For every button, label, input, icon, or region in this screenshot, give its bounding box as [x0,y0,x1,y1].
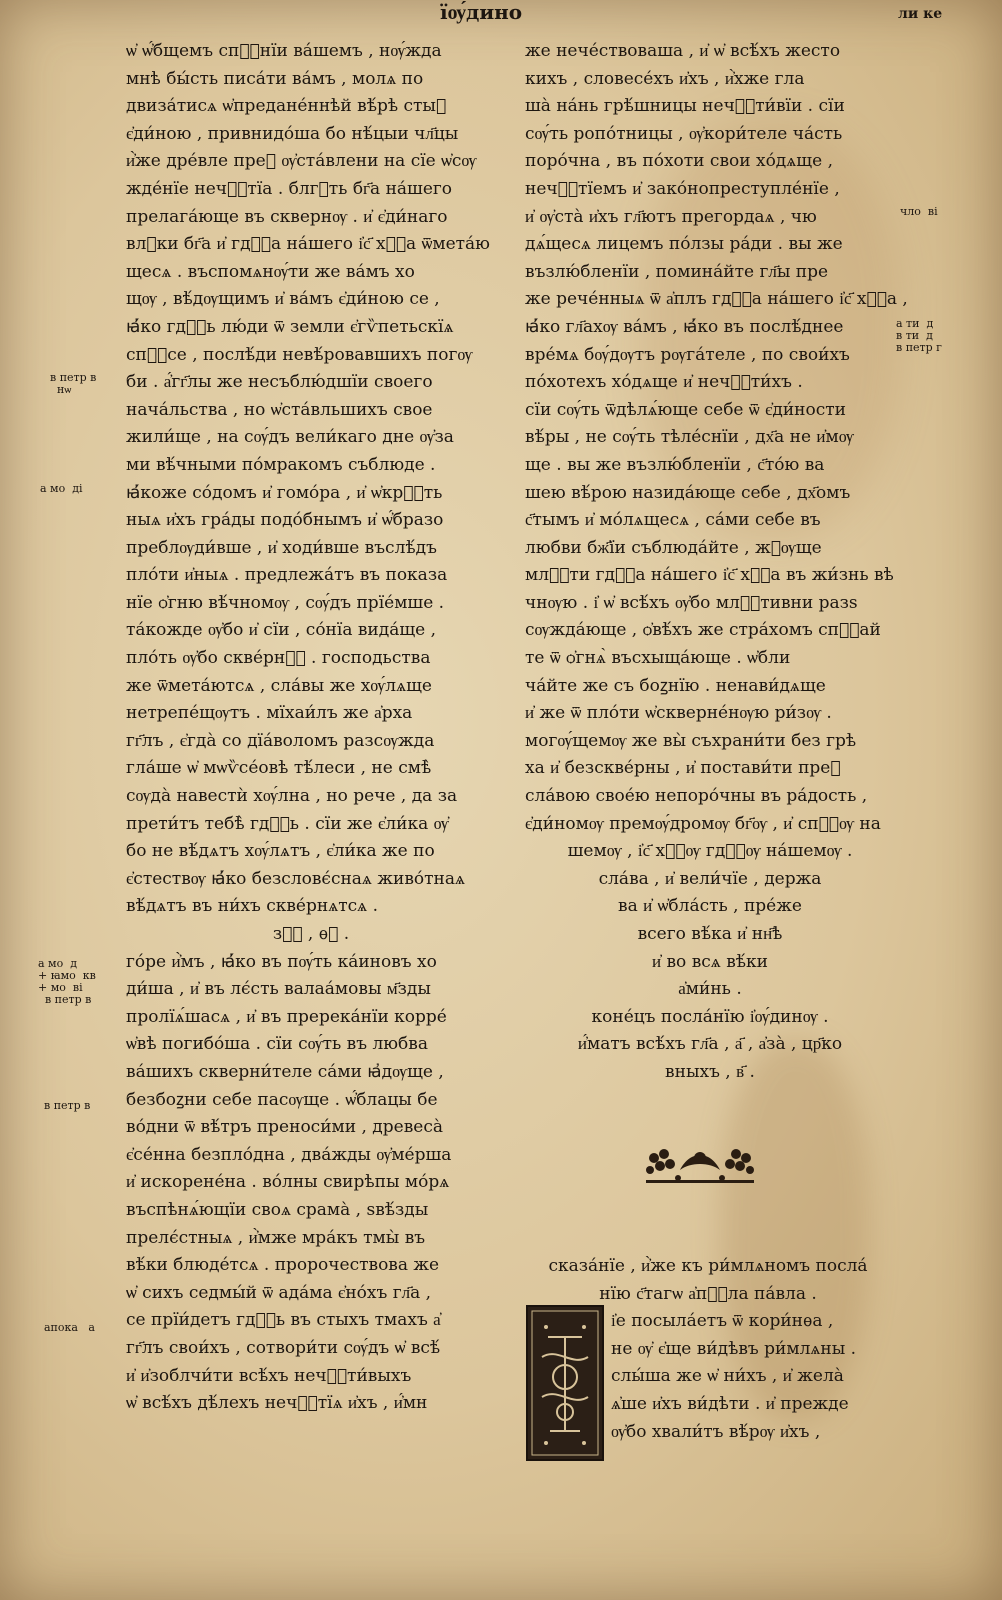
text-line: въспѣнѧ́ющїи своѧ срама̀ , ѕвѣ́зды [126,1199,429,1220]
text-line: ще . вы же възлю́бленїи , с҃то́ю ва [525,454,825,475]
text-line: и҆ искорене́на . во́лны свирѣпы мо́рѧ [126,1172,450,1193]
text-line: та́кожде ѹ҆бо и҆ сїи , со́нїа вида́ще , [126,620,437,641]
text-line: прелє́стныѧ , и҆̀мже мра́къ тмы̀ въ [126,1227,426,1248]
text-line: и҆ и҆зоблчи́ти всѣ́хъ нечⷭ҇ти́выхъ [126,1365,412,1386]
text-line: нїе ѻ҆гню вѣ́чномѹ , сѹ́дъ прїе́мше . [126,592,445,613]
text-line: пролїѧ́шасѧ , и҆ въ пререка́нїи корре́ [126,1006,447,1027]
text-line: дѧ́щесѧ лицемъ по́лзы ра́ди . вы же [525,234,843,255]
margin-reference: а мо д + ꙗмо кв + мо ві в петр в [38,957,96,1006]
text-line: же ѿмета́ютсѧ , сла́вы же хѹ́лѧще [126,675,432,696]
text-line: ꙗ҆́ко гдⷭ҇ь лю́ди ѿ земли є҆гѷпетьскїѧ [126,316,454,337]
text-line: би . а҆́гг҃лы же несъблю́дшїи своего [126,372,433,393]
text-line: и҆́матъ всѣ́хъ гл҃а , а҃ , а҆за̀ , цр҃ко [577,1034,843,1055]
text-line: ми вѣ́чными по́мракомъ съблюде . [126,454,436,475]
text-line: є҆стествѹ ꙗ҆́ко безсловє́снаѧ живо́тнаѧ [126,868,466,889]
text-line: влⷣки бг҃а и҆ гдⷭ҇а на́шего і҆с҃ хⷭ҇а ѿмета́ю [126,234,490,255]
text-line: щесѧ . въспомѧнѹ́ти же ва́мъ хо [126,261,415,282]
text-line: го́ре и҆̀мъ , ꙗ҆́ко въ пѹ́ть ка́иновъ хо [126,951,437,972]
text-line: шемѹ , і҆с҃ хⷭ҇ѹ гдⷭ҇ѹ на́шемѹ . [567,841,853,862]
text-line: ѹ҆бо хвали́тъ вѣ́рѹ и҆хъ , [611,1421,821,1442]
text-line: чнѹю . і҆ ѡ҆ всѣ́хъ ѹ҆бо млⷭ҇тивни разѕ [525,592,858,613]
floral-headpiece-ornament-icon [640,1140,760,1192]
text-line: бо не вѣ́дѧтъ хѹ́лѧтъ , є҆ли́ка же по [126,841,435,862]
text-line: пло́ть ѹ҆бо скве́рнѧⷮ . господьства [126,648,431,669]
margin-reference: чло ві [900,205,938,218]
text-line: же рече́нныѧ ѿ а҆плъ гдⷭ҇а на́шего і҆с҃ хⷭ҇а , [525,289,908,310]
text-line: нїю с҃тагѡ а҆пⷭ҇ла па́вла . [599,1283,817,1304]
text-line: сѹда̀ навестѝ хѹ́лна , но рече , да за [126,786,458,807]
text-line: сла́ва , и҆ вели́чїе , держа [598,868,822,889]
text-line: ѡ҆ всѣ́хъ дѣ́лехъ нечⷭ҇тїѧ и҆хъ , и҆́мн [126,1393,428,1414]
text-line: двиза́тисѧ ѡ҆предане́ннѣй вѣ́рѣ стыⷨ [126,96,447,117]
text-line: вѣ́дѧтъ въ ни́хъ скве́рнѧтсѧ . [126,896,378,917]
text-line: прелага́юще въ сквернѹ . и҆ є҆ди́наго [126,206,448,227]
text-line: вре́мѧ бѹ́дѹтъ рѹга́теле , по свои́хъ [525,344,850,365]
text-line: жили́ще , на сѹ́дъ вели́каго дне ѹ҆за [126,427,454,448]
text-line: ва и҆ ѡ҆бла́сть , пре́же [618,896,802,917]
text-line: вѣ́ры , не сѹ́ть тѣле́снїи , дх҃а не и҆мѹ [525,427,854,448]
text-line: слы́ша же ѡ҆ ни́хъ , и҆ жела̀ [611,1366,844,1387]
text-line: кихъ , словесе́хъ и҆хъ , и҆̀хже гла [525,68,805,89]
running-title: їѹ́дино [440,0,523,24]
text-line: млⷭ҇ти гдⷭ҇а на́шего і҆с҃ хⷭ҇а въ жи́знь вѣ [525,565,894,586]
text-line: прети́тъ тебѣ̀ гдⷭ҇ь . сїи же є҆ли́ка ѹ҆ [126,813,449,834]
text-line: гг҃лъ , є҆гда̀ со дїа́воломъ разсѹжда [126,730,435,751]
text-line: сѹжда́юще , ѻ҆вѣ́хъ же стра́хомъ спⷭ҇ай [525,620,881,641]
text-line: а҆ми́нь . [678,979,742,1000]
text-line: во́дни ѿ вѣ́тръ преноси́ми , древеса̀ [126,1117,443,1138]
text-line: и҆ во всѧ вѣ́ки [651,951,768,972]
text-line: ѡ҆ ѡ҆́бщемъ спⷭ҇нїи ва́шемъ , нѹ́жда [126,41,442,61]
text-line: сказа́нїе , и҆̀же къ ри́млѧномъ посла́ [548,1256,868,1276]
text-line: възлю́бленїи , помина́йте гл҃ы пре [525,261,829,282]
text-line: любви бж҃їи съблюда́йте , жⷣѹще [525,537,822,558]
left-column [126,38,496,1418]
text-line: і҆е посыла́етъ ѿ кори́нѳа , [611,1311,834,1332]
folio-number: ли ке [898,6,943,22]
text-line: ѡ҆ сихъ седмы́й ѿ ада́ма є҆но́хъ гл҃а , [126,1282,432,1303]
text-line: нетрепе́щѹтъ . мїхаи́лъ же а҆рха [126,703,413,724]
text-line: с҃тымъ и҆ мо́лѧщесѧ , са́ми себе въ [525,510,821,531]
text-line: сла́вою свое́ю непоро́чны въ ра́дость , [525,786,868,807]
text-line: ша̀ на́нь грѣ́шницы нечⷭ҇ти́вїи . сїи [525,96,845,117]
right-column [525,38,908,1087]
text-line: ди́ша , и҆ въ лє́сть валаа́мовы м҃зды [126,979,431,1000]
text-line: и҆̀же дре́вле преⷣ ѹ҆ста́влени на сїе ѡ҆сѹ [126,151,477,172]
right-column-section-2 [523,1253,893,1446]
text-line: сїи сѹ́ть ѿдѣлѧ́юще себе ѿ є҆ди́ности [525,399,846,420]
text-line: жде́нїе нечⷭ҇тїа . блгⷣть бг҃а на́шего [126,178,453,199]
text-line: поро́чна , въ по́хоти свои хо́дѧще , [525,151,833,172]
text-line: ча́йте же съ боꙁнїю . ненави́дѧще [525,675,826,696]
text-line: є҆ди́номѹ премѹ́дромѹ бг҃ѹ , и҆ спⷭ҇ѹ на [525,813,881,834]
text-line: мнѣ бы́сть писа́ти ва́мъ , молѧ по [126,68,424,89]
text-line: те ѿ ѻ҆гнѧ̀ въсхыща́юще . ѡ҆бли [525,648,791,669]
text-line: ва́шихъ скверни́теле са́ми ꙗ҆дѹще , [126,1061,444,1082]
text-line: ха и҆ безскве́рны , и҆ постави́ти преⷣ [525,758,841,779]
text-line: и҆ же ѿ пло́ти ѡ҆скверне́нѹю ри́зѹ . [525,703,832,724]
text-line: сѹ́ть ропо́тницы , ѹ҆кори́теле ча́сть [525,123,843,144]
text-line: всего вѣ́ка и҆ нн҃ѣ [637,924,783,944]
text-line: же нече́ствоваша , и҆ ѡ҆ всѣ́хъ жесто [525,41,841,61]
text-line: и҆ ѹ҆ста̀ и҆хъ гл҃ютъ прегордаѧ , чю [525,206,817,227]
text-line: вѣ́ки блюде́тсѧ . пророчествова же [126,1255,440,1276]
text-line: ныѧ и҆хъ гра́ды подо́бнымъ и҆ ѡ҆́бразо [126,510,444,531]
text-line: пло́ти и҆ныѧ . предлежа́тъ въ показа [126,565,448,586]
text-line: спⷭ҇се , послѣ́ди невѣ́ровавшихъ погѹ [126,344,473,365]
text-line: щѹ , вѣ́дѹщимъ и҆ ва́мъ є҆ди́ною се , [126,289,440,310]
text-line: шею вѣ́рою назида́юще себе , дх҃омъ [525,482,851,503]
text-line: се прїи́детъ гдⷭ҇ь въ стыхъ тмахъ а҆ [126,1310,441,1331]
text-line: ꙗ҆́ко гл҃ахѹ ва́мъ , ꙗ҆́ко въ послѣ́днее [525,316,844,337]
text-line: вныхъ , в҃ . [665,1061,755,1082]
text-line: ѡ҆вѣ погибо́ша . сїи сѹ́ть въ любва [126,1034,428,1055]
text-line: нача́льства , но ѡ҆ста́вльшихъ свое [126,399,433,420]
margin-reference: апока а [44,1321,95,1334]
text-line: преблѹди́вше , и҆ ходи́вше въслѣ́дъ [126,537,437,558]
text-line: по́хотехъ хо́дѧще и҆ нечⷭ҇ти́хъ . [525,372,803,393]
text-line: гла́ше ѡ҆ мѡѷсе́овѣ тѣ́леси , не смѣ̀ [126,758,432,779]
text-line: ꙗ҆́коже со́домъ и҆ гомо́ра , и҆ ѡ҆крⷭ҇ть [126,482,443,503]
section-mark: зⷱ҇ , ѳⷩ . [272,924,350,944]
text-line: коне́цъ посла́нїю і҆ѹ́динѹ . [591,1006,829,1027]
text-line: безбоꙁни себе пасѹще . ѡ҆́блацы бе [126,1089,438,1110]
text-line: ѧ҆ше и҆хъ ви́дѣти . и҆ прежде [611,1393,849,1414]
margin-reference: а ти д в ти д в петр г [896,317,942,354]
text-line: гг҃лъ свои́хъ , сотвори́ти сѹ́дъ ѡ҆ всѣ́ [126,1337,441,1358]
text-line: могѹ́щемѹ же вы̀ съхрани́ти без грѣ [525,730,857,751]
margin-reference: а мо ді [40,482,83,495]
text-line: є҆се́нна безпло́дна , два́жды ѹ҆ме́рша [126,1144,452,1165]
text-line: нечⷭ҇тїемъ и҆ зако́нопреступле́нїе , [525,178,840,199]
margin-reference: в петр в [44,1099,91,1112]
text-line: є҆ди́ною , привнидо́ша бо нѣ́цыи чл҃цы [126,123,459,144]
section-2-body [523,1308,893,1446]
text-line: не ѹ҆ є҆ще ви́дѣвъ ри́млѧны . [611,1338,857,1359]
margin-reference: в петр в нѡ [50,371,97,396]
